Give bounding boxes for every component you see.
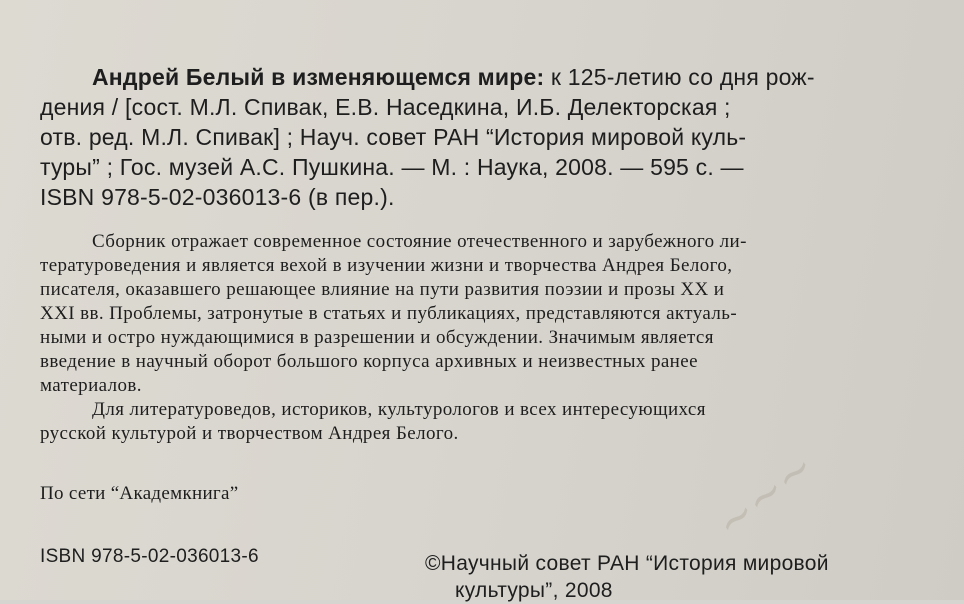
annotation-line: XXI вв. Проблемы, затронутые в статьях и публикациях, представляются актуаль- xyxy=(40,303,738,324)
annotation-line: писателя, оказавшего решающее влияние на пути развития поэзии и прозы XX и xyxy=(40,279,725,300)
annotation-line: ными и остро нуждающимися в разрешении и обсуждении. Значимым является xyxy=(40,327,714,348)
annotation xyxy=(40,230,952,446)
bibliographic-record xyxy=(40,62,945,212)
audience-line: русской культурой и творчеством Андрея Белого. xyxy=(40,423,459,444)
bibl-line-3: отв. ред. М.Л. Спивак] ; Науч. совет РАН “История мировой куль- xyxy=(40,124,747,150)
bibl-line-2: дения / [сост. М.Л. Спивак, Е.В. Наседкина, И.Б. Делекторская ; xyxy=(40,94,731,120)
bibl-line-1-rest: к 125-летию со дня рож- xyxy=(544,64,815,90)
bibl-line-4: туры” ; Гос. музей А.С. Пушкина. — М. : Наука, 2008. — 595 с. — xyxy=(40,154,744,180)
copyright-notice xyxy=(425,550,945,604)
annotation-line: материалов. xyxy=(40,375,142,396)
copyright-line-1: ©Научный совет РАН “История мировой xyxy=(425,552,829,575)
annotation-line: тературоведения и является вехой в изучении жизни и творчества Андрея Белого, xyxy=(40,255,733,276)
annotation-line: введение в научный оборот большого корпуса архивных и неизвестных ранее xyxy=(40,351,698,372)
isbn: ISBN 978-5-02-036013-6 xyxy=(40,546,259,567)
copyright-line-2: культуры”, 2008 xyxy=(455,579,613,602)
bibl-line-5: ISBN 978-5-02-036013-6 (в пер.). xyxy=(40,184,395,210)
book-title: Андрей Белый в изменяющемся мире: xyxy=(92,64,545,90)
audience-line: Для литературоведов, историков, культурологов и всех интересующихся xyxy=(92,399,706,420)
annotation-line: Сборник отражает современное состояние отечественного и зарубежного ли- xyxy=(92,231,747,252)
bibl-line-1 xyxy=(40,62,945,92)
faded-handwriting: ~~~ xyxy=(706,441,825,550)
distribution-note: По сети “Академкнига” xyxy=(40,483,239,504)
